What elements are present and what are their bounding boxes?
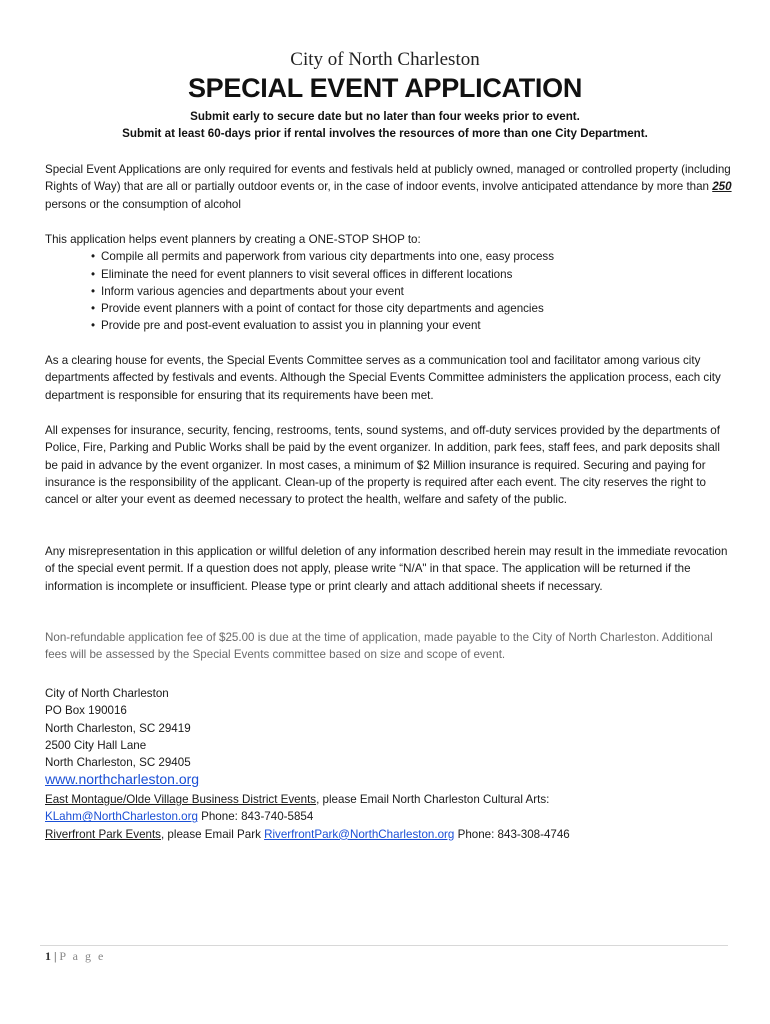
- address-line: PO Box 190016: [45, 704, 127, 718]
- address-line: City of North Charleston: [45, 687, 169, 700]
- intro-text-1: Special Event Applications are only required for events and festivals held at publicly owned, managed or controlled property (including Rights of Way) that are all or partially outdoor events or, in the case of indoor events, involve anticipated attendance by more than: [45, 163, 731, 194]
- deadline-notice-2: Submit at least 60-days prior if rental involves the resources of more than one City Department.: [122, 127, 648, 140]
- klahm-email-link[interactable]: KLahm@NorthCharleston.org: [45, 810, 198, 824]
- page-title: SPECIAL EVENT APPLICATION: [187, 73, 583, 103]
- list-item: • Provide event planners with a point of contact for those city departments and agencies: [45, 300, 735, 317]
- attendance-threshold: 250: [712, 180, 732, 194]
- benefits-list: [45, 248, 735, 334]
- riverfront-email-link[interactable]: RiverfrontPark@NorthCharleston.org: [264, 827, 455, 841]
- bullet-icon: •: [91, 267, 96, 281]
- page-number: 1: [45, 949, 51, 963]
- expenses-paragraph: All expenses for insurance, security, fencing, restrooms, tents, sound systems, and off-duty services provided by the departments of Police, Fire, Parking and Public Works shall be paid by the event organizer. In addition, park fees, staff fees, and park deposits shall be paid in advance by the event organizer. In most cases, a minimum of $2 Million insurance is required. Securing and paying for insurance is the responsibility of the applicant. Clean-up of the property is required after each event. The city reserves the right to cancel or alter your event as deemed necessary to protect the health, welfare and safety of the public.: [45, 424, 720, 507]
- east-montague-phone: Phone: 843-740-5854: [197, 810, 314, 824]
- website-link[interactable]: www.northcharleston.org: [45, 771, 200, 787]
- city-heading: City of North Charleston: [290, 49, 480, 70]
- list-item: • Inform various agencies and departments about your event: [45, 283, 735, 300]
- footer-divider: [40, 945, 728, 946]
- bullet-icon: •: [91, 302, 96, 316]
- clearing-house-paragraph: As a clearing house for events, the Special Events Committee serves as a communication tool and facilitator among various city departments affected by festivals and events. Although the Special Events Committee administers the application process, each city department is responsible for ensuring that its requirements have been met.: [45, 354, 721, 402]
- bullet-icon: •: [91, 319, 96, 333]
- event-contacts: [45, 791, 735, 843]
- list-item: • Provide pre and post-event evaluation to assist you in planning your event: [45, 317, 735, 334]
- address-line: North Charleston, SC 29419: [45, 721, 191, 735]
- misrepresentation-paragraph: Any misrepresentation in this application or willful deletion of any information described herein may result in the immediate revocation of the special event permit. If a question does not apply, please write “N/A" in that space. The application will be returned if the information is incomplete or insufficient. Please type or print clearly and attach additional sheets if necessary.: [45, 545, 728, 593]
- application-fee-paragraph: Non-refundable application fee of $25.00 is due at the time of application, made payable to the City of North Charleston. Additional fees will be assessed by the Special Events committee based on size and scope of event.: [45, 631, 713, 662]
- riverfront-events-label: Riverfront Park Events: [45, 827, 161, 841]
- intro-text-2: persons or the consumption of alcohol: [45, 197, 241, 211]
- address-line: North Charleston, SC 29405: [45, 756, 191, 770]
- list-item: • Eliminate the need for event planners to visit several offices in different locations: [45, 266, 735, 283]
- mailing-address: [45, 685, 735, 771]
- list-item: • Compile all permits and paperwork from various city departments into one, easy process: [45, 248, 735, 265]
- footer-separator: |: [51, 949, 60, 963]
- page-footer: [45, 949, 105, 964]
- east-montague-contact: East Montague/Olde Village Business District Events, please Email North Charleston Cultural Arts:: [45, 793, 550, 806]
- address-line: 2500 City Hall Lane: [45, 738, 147, 752]
- east-montague-events-label: East Montague/Olde Village Business District Events: [45, 793, 317, 806]
- one-stop-shop-lead: This application helps event planners by creating a ONE-STOP SHOP to:: [45, 233, 421, 246]
- east-montague-email-line: [45, 808, 735, 825]
- page-label: P a g e: [59, 949, 106, 963]
- bullet-icon: •: [91, 284, 96, 298]
- intro-paragraph: [45, 161, 735, 213]
- deadline-notice-1: Submit early to secure date but no later than four weeks prior to event.: [190, 110, 580, 123]
- riverfront-contact: Riverfront Park Events, please Email Park RiverfrontPark@NorthCharleston.org Phone: 843-308-4746: [45, 827, 570, 841]
- one-stop-shop-section: [45, 231, 735, 335]
- riverfront-phone: Phone: 843-308-4746: [454, 827, 570, 841]
- bullet-icon: •: [91, 250, 96, 264]
